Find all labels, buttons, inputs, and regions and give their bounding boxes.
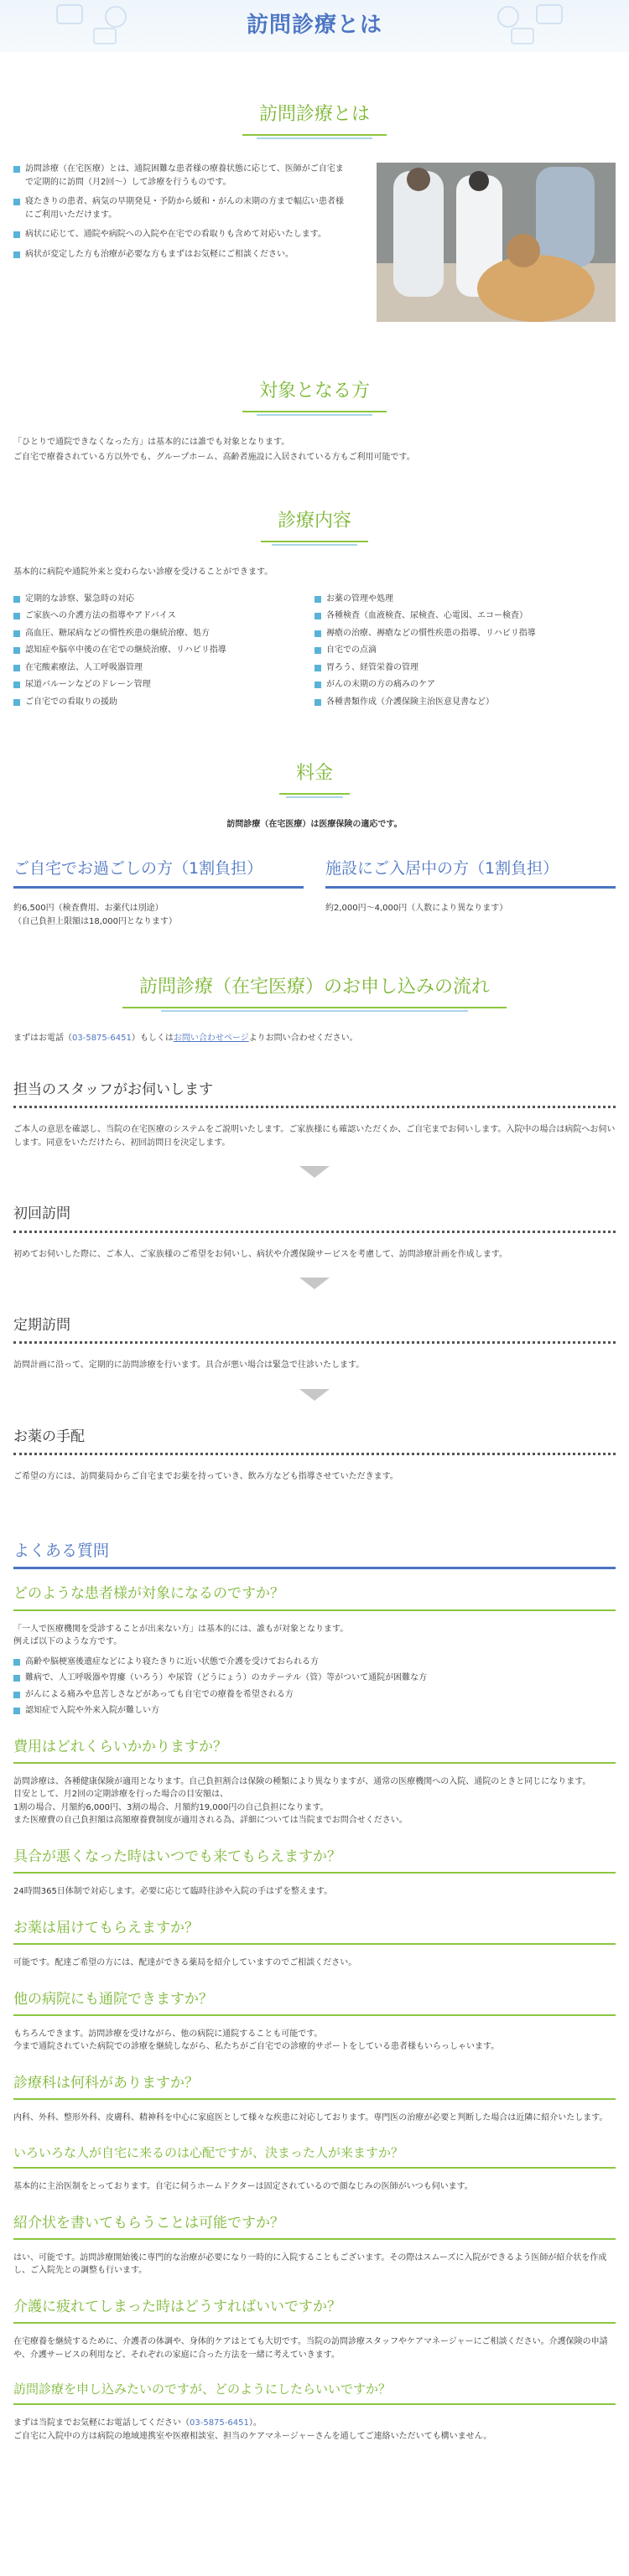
phone-link[interactable]: 03-5875-6451 — [72, 1034, 132, 1044]
fee-home-text: 約6,500円（検査費用、お薬代は別途） （自己負担上限額は18,000円となります） — [13, 904, 177, 926]
hero-title: 訪問診療とは — [246, 13, 382, 38]
services-list-left — [13, 593, 314, 713]
section-title-services: 診療内容 — [13, 507, 616, 542]
faq-question-3: 具合が悪くなった時はいつでも来てもらえますか？ — [13, 1846, 616, 1874]
decoration-pattern-left — [50, 0, 151, 50]
faq-title: よくある質問 — [13, 1539, 616, 1569]
about-item: 寝たきりの患者、病気の早期発見・予防から緩和・がんの末期の方まで幅広い患者様にご利用いただけます。 — [13, 195, 349, 221]
faq-question-8: 紹介状を書いてもらうことは可能ですか？ — [13, 2212, 616, 2240]
service-item: 自宅での点滴 — [314, 644, 616, 657]
service-item: 各種書類作成（介護保険主治医意見書など） — [314, 696, 616, 709]
service-item: 定期的な診察、緊急時の対応 — [13, 593, 314, 606]
about-item: 訪問診療（在宅医療）とは、通院困難な患者様の療養状態に応じて、医師がご自宅まで定期的に訪問（月2回〜）して診療を行うものです。 — [13, 163, 349, 189]
fee-home — [13, 857, 304, 928]
step-text-1: ご本人の意思を確認し、当院の在宅医療のシステムをご説明いたします。ご家族様にも確認いただくか、ご自宅までお伺いします。入院中の場合は病院へお伺いします。同意をいただけたら、初回訪問日を決定します。 — [13, 1125, 616, 1148]
services-list-right — [314, 593, 616, 713]
photo-illustration — [377, 163, 616, 322]
faq-answer-8: はい、可能です。訪問診療開始後に専門的な治療が必要になり一時的に入院することもございます。その際はスムーズに入院ができるよう医師が紹介状を作成し、ご入院先との調整も行います。 — [13, 2252, 607, 2276]
service-item: 在宅酸素療法、人工呼吸器管理 — [13, 661, 314, 675]
service-item: がんの末期の方の痛みのケア — [314, 678, 616, 692]
faq-question-2: 費用はどれくらいかかりますか？ — [13, 1736, 616, 1764]
faq-answer-3: 24時間365日体制で対応します。必要に応じて臨時往診や入院の手はずを整えます。 — [13, 1887, 333, 1897]
about-list — [13, 163, 349, 322]
list-item: 難病で、人工呼吸器や胃瘻（いろう）や尿管（どうにょう）のカテーテル（管）等がついて通院が困難な方 — [13, 1672, 616, 1685]
service-item: ご家族への介護方法の指導やアドバイス — [13, 609, 314, 623]
step-title-4: お薬の手配 — [13, 1426, 616, 1455]
section-title-about: 訪問診療とは — [13, 101, 616, 136]
service-item: 尿道バルーンなどのドレーン管理 — [13, 678, 314, 692]
service-item: 褥瘡の治療、褥瘡などの慣性疾患の指導、リハビリ指導 — [314, 627, 616, 640]
section-title-fee: 料金 — [13, 759, 616, 795]
arrow-down-icon — [299, 1278, 330, 1289]
phone-link[interactable]: 03-5875-6451 — [190, 2418, 249, 2428]
doctor-visit-photo — [377, 163, 616, 322]
faq-question-1: どのような患者様が対象になるのですか？ — [13, 1583, 616, 1610]
fee-note: 訪問診療（在宅医療）は医療保険の適応です。 — [226, 820, 403, 830]
fee-facility-title: 施設にご入居中の方（1割負担） — [325, 857, 616, 889]
flow-intro: まずはお電話（03-5875-6451）もしくはお問い合わせページよりお問い合わせください。 — [13, 1034, 358, 1044]
service-item: お薬の管理や処理 — [314, 593, 616, 606]
service-item: 認知症や脳卒中後の在宅での継続治療、リハビリ指導 — [13, 644, 314, 657]
services-intro: 基本的に病院や通院外来と変わらない診療を受けることができます。 — [13, 568, 273, 578]
fee-home-title: ご自宅でお過ごしの方（1割負担） — [13, 857, 304, 889]
about-section — [13, 163, 616, 322]
service-item: ご自宅での看取りの援助 — [13, 696, 314, 709]
arrow-down-icon — [299, 1166, 330, 1178]
service-item: 各種検査（血液検査、尿検査、心電図、エコー検査） — [314, 609, 616, 623]
fee-facility-text: 約2,000円〜4,000円（人数により異なります） — [325, 904, 508, 914]
contact-page-link[interactable]: お問い合わせページ — [173, 1034, 249, 1044]
faq-answer-4: 可能です。配達ご希望の方には、配達ができる薬局を紹介していますのでご相談ください。 — [13, 1958, 357, 1968]
list-item: 高齢や脳梗塞後遺症などにより寝たきりに近い状態で介護を受けておられる方 — [13, 1656, 616, 1669]
faq-question-7: いろいろな人が自宅に来るのは心配ですが、決まった人が来ますか？ — [13, 2143, 616, 2169]
step-title-2: 初回訪問 — [13, 1203, 616, 1232]
target-text-1: 「ひとりで通院できなくなった方」は基本的には誰でも対象となります。 — [13, 438, 290, 448]
section-title-flow: 訪問診療（在宅医療）のお申し込みの流れ — [13, 973, 616, 1008]
faq-answer-9: 在宅療養を継続するために、介護者の体調や、身体的ケアはとても大切です。当院の訪問診療スタッフやケアマネージャーにご相談ください。介護保険の申請や、介護サービスの利用など、それぞれの家庭に合った方法を一緒に考えていきます。 — [13, 2337, 608, 2360]
faq-answer-7: 基本的に主治医制をとっております。自宅に伺うホームドクターは固定されているので顔なじみの医師がいつも伺います。 — [13, 2182, 473, 2192]
services-list — [13, 593, 616, 713]
faq-question-10: 訪問診療を申し込みたいのですが、どのようにしたらいいですか？ — [13, 2380, 616, 2405]
main-content — [13, 101, 616, 2443]
arrow-down-icon — [299, 1389, 330, 1401]
fee-facility — [325, 857, 616, 928]
faq-answer-1-list — [13, 1656, 616, 1718]
faq-question-6: 診療科は何科がありますか？ — [13, 2072, 616, 2100]
faq-answer-2: 訪問診療は、各種健康保険が適用となります。自己負担割合は保険の種類により異なりますが、通常の医療機関への入院、通院のときと同じになります。 目安として、月2回の定期診療を行った場合の目安額は、 1割の場合、月額約6,000円、3割の場合、月額約19,000円の自己負担になります。 また医療費の自己負担額は高額療養費制度が適用される為、詳細については当院までお問合せください。 — [13, 1776, 591, 1826]
service-item: 胃ろう、経管栄養の管理 — [314, 661, 616, 675]
faq-question-4: お薬は届けてもらえますか？ — [13, 1917, 616, 1945]
step-text-4: ご希望の方には、訪問薬局からご自宅までお薬を持っていき、飲み方なども指導させていただきます。 — [13, 1472, 398, 1482]
step-title-1: 担当のスタッフがお伺いします — [13, 1079, 616, 1108]
about-item: 病状が変定した方も治療が必要な方もまずはお気軽にご相談ください。 — [13, 248, 349, 262]
faq-answer-5: もちろんできます。訪問診療を受けながら、他の病院に通院することも可能です。 今まで通院されていた病院での診療を継続しながら、私たちがご自宅での診療的サポートをしている患者様もいらっしゃいます。 — [13, 2029, 500, 2052]
section-title-target: 対象となる方 — [13, 377, 616, 412]
faq-question-9: 介護に疲れてしまった時はどうすればいいですか？ — [13, 2296, 616, 2324]
list-item: がんによる痛みや息苦しさなどがあっても自宅での療養を希望される方 — [13, 1688, 616, 1702]
faq-answer-10: まずは当院までお気軽にお電話してください（03-5875-6451）。 ご自宅に入院中の方は病院の地域連携室や医療相談室、担当のケアマネージャーさんを通してご連絡いただいても構いません。 — [13, 2418, 492, 2441]
about-item: 病状に応じて、通院や病院への入院や在宅での看取りも含めて対応いたします。 — [13, 228, 349, 241]
step-text-3: 訪問計画に沿って、定期的に訪問診療を行います。具合が悪い場合は緊急で往診いたします。 — [13, 1361, 365, 1371]
fee-grid — [13, 857, 616, 928]
step-text-2: 初めてお伺いした際に、ご本人、ご家族様のご希望をお伺いし、病状や介護保険サービスを考慮して、訪問診療計画を作成します。 — [13, 1249, 507, 1259]
target-text-2: ご自宅で療養されている方以外でも、グループホーム、高齢者施設に入居されている方もご利用可能です。 — [13, 452, 415, 462]
faq-answer-6: 内科、外科、整形外科、皮膚科、精神科を中心に家庭医として様々な疾患に対応しております。専門医の治療が必要と判断した場合は近隣に紹介いたします。 — [13, 2113, 608, 2123]
service-item: 高血圧、糖尿病などの慣性疾患の継続治療、処方 — [13, 627, 314, 640]
faq-question-5: 他の病院にも通院できますか？ — [13, 1988, 616, 2016]
faq-answer-1-text: 「一人で医療機関を受診することが出来ない方」は基本的には、誰もが対象となります。 例えば以下のような方です。 — [13, 1624, 349, 1647]
list-item: 認知症で入院や外来入院が難しい方 — [13, 1704, 616, 1718]
decoration-pattern-right — [478, 0, 579, 50]
step-title-3: 定期訪問 — [13, 1314, 616, 1344]
hero-banner — [0, 0, 629, 52]
